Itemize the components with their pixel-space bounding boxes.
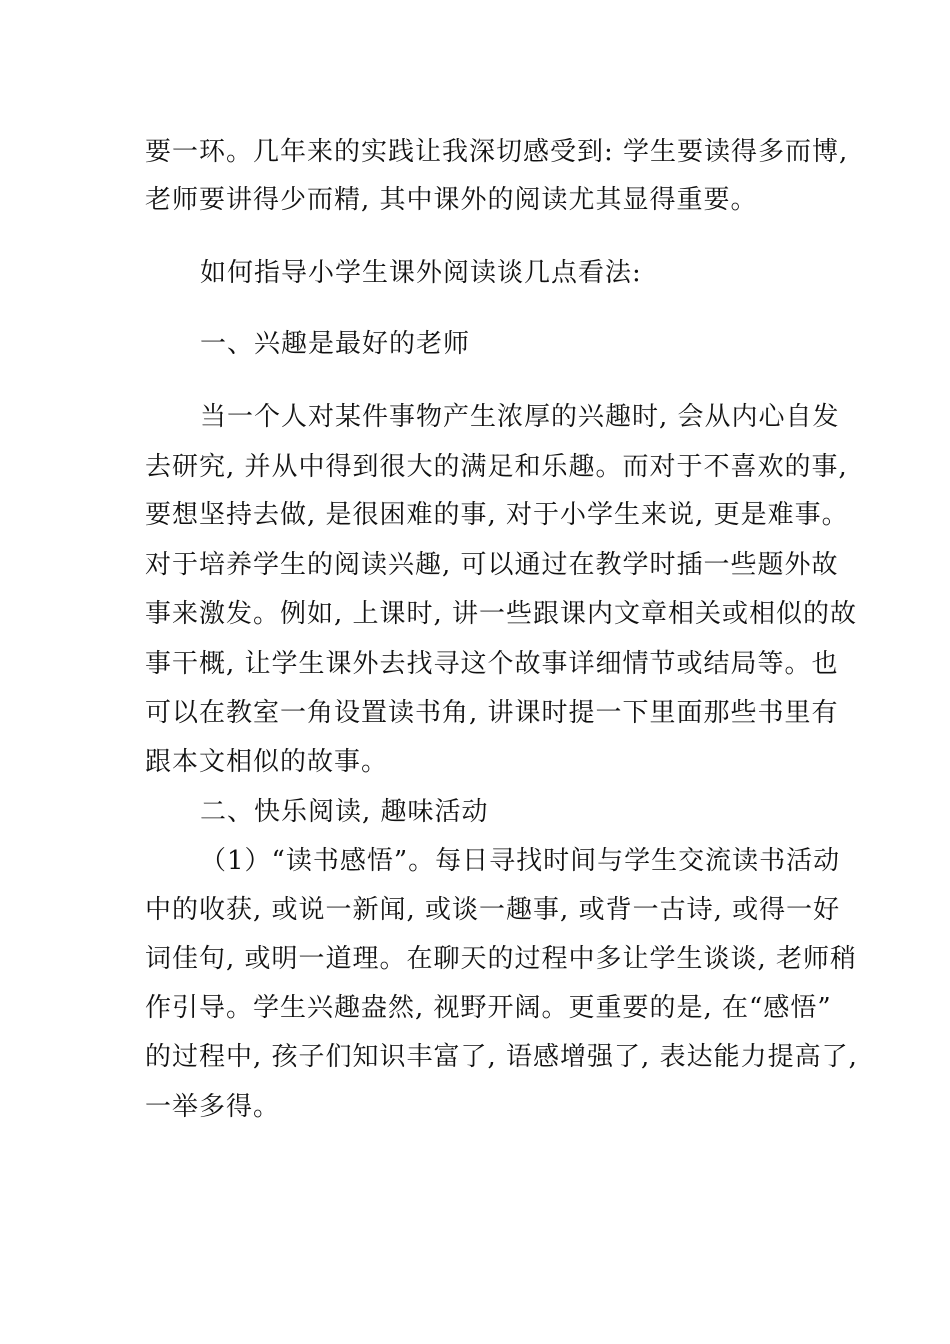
section-heading: 一、兴趣是最好的老师: [200, 329, 471, 359]
paragraph-line: 跟本文相似的故事。: [145, 747, 389, 777]
paragraph-line: 可以在教室一角设置读书角, 讲课时提一下里面那些书里有: [145, 698, 839, 728]
paragraph-line: 事来激发。例如, 上课时, 讲一些跟课内文章相关或相似的故: [145, 599, 858, 629]
paragraph-line: 老师要讲得少而精, 其中课外的阅读尤其显得重要。: [145, 185, 758, 215]
intro-heading: 如何指导小学生课外阅读谈几点看法:: [200, 258, 642, 288]
paragraph-line: 的过程中, 孩子们知识丰富了, 语感增强了, 表达能力提高了,: [145, 1042, 858, 1072]
paragraph-line: 中的收获, 或说一新闻, 或谈一趣事, 或背一古诗, 或得一好: [145, 895, 841, 925]
section-heading: 二、快乐阅读, 趣味活动: [200, 797, 489, 827]
paragraph-line: 对于培养学生的阅读兴趣, 可以通过在教学时插一些题外故: [145, 550, 839, 580]
paragraph-line: 作引导。学生兴趣盎然, 视野开阔。更重要的是, 在“感悟”: [145, 993, 832, 1023]
paragraph-line: 要一环。几年来的实践让我深切感受到: 学生要读得多而博,: [145, 137, 849, 167]
paragraph-line: 一举多得。: [145, 1092, 281, 1122]
paragraph-line: 事干概, 让学生课外去找寻这个故事详细情节或结局等。也: [145, 649, 839, 679]
paragraph-line: 去研究, 并从中得到很大的满足和乐趣。而对于不喜欢的事,: [145, 452, 848, 482]
paragraph-line: 要想坚持去做, 是很困难的事, 对于小学生来说, 更是难事。: [145, 500, 849, 530]
paragraph-line: （1）“读书感悟”。每日寻找时间与学生交流读书活动: [200, 846, 841, 876]
paragraph-line: 当一个人对某件事物产生浓厚的兴趣时, 会从内心自发: [200, 402, 840, 432]
paragraph-line: 词佳句, 或明一道理。在聊天的过程中多让学生谈谈, 老师稍: [145, 944, 858, 974]
